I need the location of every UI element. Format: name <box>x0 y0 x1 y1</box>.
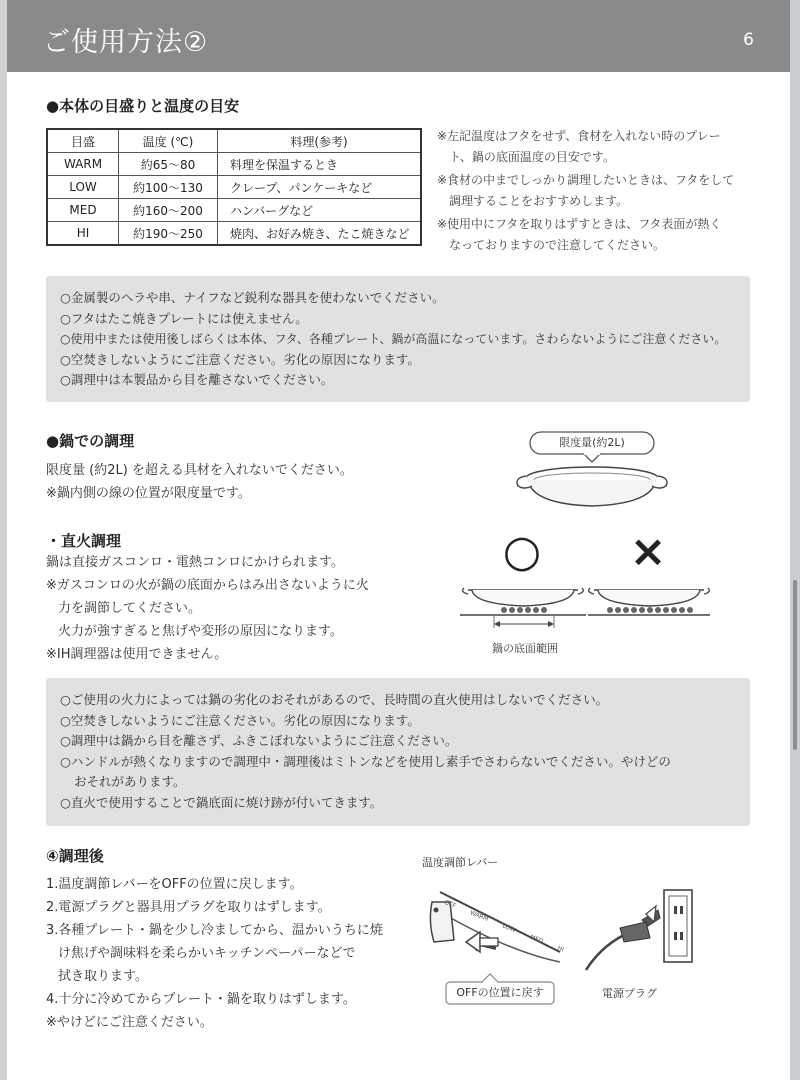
step-line: 3.各種プレート・鍋を少し冷ましてから、温かいうちに焼 <box>46 923 383 938</box>
step-line: 4.十分に冷めてからプレート・鍋を取りはずします。 <box>46 992 356 1007</box>
caution-line: ○ご使用の火力によっては鍋の劣化のおそれがあるので、長時間の直火使用はしないでください。 <box>60 692 609 707</box>
note-line: 調理することをおすすめします。 <box>449 194 629 208</box>
scrollbar-thumb[interactable] <box>793 580 797 750</box>
note-line: ※使用中にフタを取りはずすときは、フタ表面が熱く <box>437 217 722 231</box>
column-header: 目盛 <box>47 129 119 153</box>
section-heading-direct-fire: ・直火調理 <box>46 532 122 550</box>
table-cell: 料理を保温するとき <box>218 153 422 176</box>
note-line: ※左記温度はフタをせず、食材を入れない時のプレー <box>437 129 721 143</box>
step-line: ※やけどにご注意ください。 <box>46 1015 213 1030</box>
text-line: ※IH調理器は使用できません。 <box>46 647 228 662</box>
section-heading-pot: ●鍋での調理 <box>46 432 135 450</box>
table-cell: LOW <box>47 176 119 199</box>
dial-mark: LOW <box>501 922 517 935</box>
note-line: ※食材の中までしっかり調理したいときは、フタをして <box>437 173 735 187</box>
table-cell: HI <box>47 222 119 246</box>
caution-line: ○空焚きしないようにご注意ください。劣化の原因になります。 <box>60 351 420 367</box>
lever-label: 温度調節レバー <box>422 856 499 869</box>
ok-mark: ○ <box>502 526 542 577</box>
column-header: 料理(参考) <box>218 129 422 153</box>
direct-fire-instructions <box>46 551 369 666</box>
scrollbar[interactable] <box>790 0 800 1080</box>
caution-box-general <box>46 276 750 402</box>
table-cell: 約190〜250 <box>119 222 218 246</box>
caution-line: ○直火で使用することで鍋底面に焼け跡が付いてきます。 <box>60 794 383 810</box>
caution-line: おそれがあります。 <box>74 774 186 789</box>
pot-capacity-illustration <box>512 428 672 514</box>
table-row <box>47 176 421 199</box>
step-line: 1.温度調節レバーをOFFの位置に戻します。 <box>46 877 303 892</box>
caution-line: ○空焚きしないようにご注意ください。劣化の原因になります。 <box>60 712 420 728</box>
text-line: 火力が強すぎると焦げや変形の原因になります。 <box>58 624 343 639</box>
table-cell: WARM <box>47 153 119 176</box>
step-line: 拭き取ります。 <box>58 969 148 984</box>
dial-mark: MED <box>528 933 545 946</box>
text-line: ※ガスコンロの火が鍋の底面からはみ出さないように火 <box>46 578 369 593</box>
pot-instructions <box>46 459 353 505</box>
note-line: ト、鍋の底面温度の目安です。 <box>449 150 615 164</box>
text-line: ※鍋内側の線の位置が限度量です。 <box>46 486 251 501</box>
caution-box-direct-fire <box>46 678 750 826</box>
table-cell: 焼肉、お好み焼き、たこ焼きなど <box>218 222 422 246</box>
table-row <box>47 222 421 246</box>
dial-mark: HI <box>556 944 565 954</box>
power-plug-illustration <box>580 880 710 1010</box>
text-line: 力を調節してください。 <box>58 601 202 616</box>
caution-line: ○調理中は鍋から目を離さず、ふきこぼれないようにご注意ください。 <box>60 733 458 748</box>
caution-line: ○金属製のヘラや串、ナイフなど鋭利な器具を使わないでください。 <box>60 290 445 305</box>
table-cell: 約160〜200 <box>119 199 218 222</box>
note-line: なっておりますので注意してください。 <box>449 238 666 252</box>
dial-mark: OFF <box>443 899 457 910</box>
column-header: 温度 (℃) <box>119 129 218 153</box>
page-title: ご使用方法② <box>43 27 209 58</box>
text-line: 鍋は直接ガスコンロ・電熱コンロにかけられます。 <box>46 555 344 570</box>
caution-line: ○調理中は本製品から目を離さないでください。 <box>60 372 334 387</box>
temperature-table <box>46 128 422 246</box>
table-row <box>47 153 421 176</box>
table-cell: MED <box>47 199 119 222</box>
section-heading-after-cooking: ④調理後 <box>46 847 104 865</box>
flame-size-illustration <box>460 526 710 660</box>
capacity-callout: 限度量(約2L) <box>559 436 625 449</box>
ng-mark: × <box>629 526 667 577</box>
caution-line: ○ハンドルが熱くなりますので調理中・調理後はミトンなどを使用し素手でさわらないでください。やけどの <box>60 753 671 769</box>
table-cell: クレープ、パンケーキなど <box>218 176 422 199</box>
off-position-callout: OFFの位置に戻す <box>456 986 544 999</box>
left-edge <box>0 0 7 1080</box>
table-cell: ハンバーグなど <box>218 199 422 222</box>
after-cooking-steps <box>46 873 383 1034</box>
table-row <box>47 199 421 222</box>
section-heading-temperature: ●本体の目盛りと温度の目安 <box>46 97 240 115</box>
caution-line: ○使用中または使用後しばらくは本体、フタ、各種プレート、鍋が高温になっています。さわらないようにご注意ください。 <box>60 332 727 346</box>
page-header <box>7 0 790 72</box>
step-line: け焦げや調味料を柔らかいキッチンペーパーなどで <box>58 946 356 961</box>
step-line: 2.電源プラグと器具用プラグを取りはずします。 <box>46 900 331 915</box>
text-line: 限度量 (約2L) を超える具材を入れないでください。 <box>46 463 353 478</box>
pot-bottom-range-label: 鍋の底面範囲 <box>492 642 558 655</box>
dial-mark: WARM <box>468 909 490 923</box>
plug-label: 電源プラグ <box>602 987 657 1000</box>
temperature-notes <box>437 126 734 256</box>
temperature-lever-illustration <box>420 852 570 1012</box>
table-cell: 約100〜130 <box>119 176 218 199</box>
caution-line: ○フタはたこ焼きプレートには使えません。 <box>60 310 308 326</box>
page-number: 6 <box>743 30 754 50</box>
table-header-row <box>47 129 421 153</box>
table-cell: 約65〜80 <box>119 153 218 176</box>
